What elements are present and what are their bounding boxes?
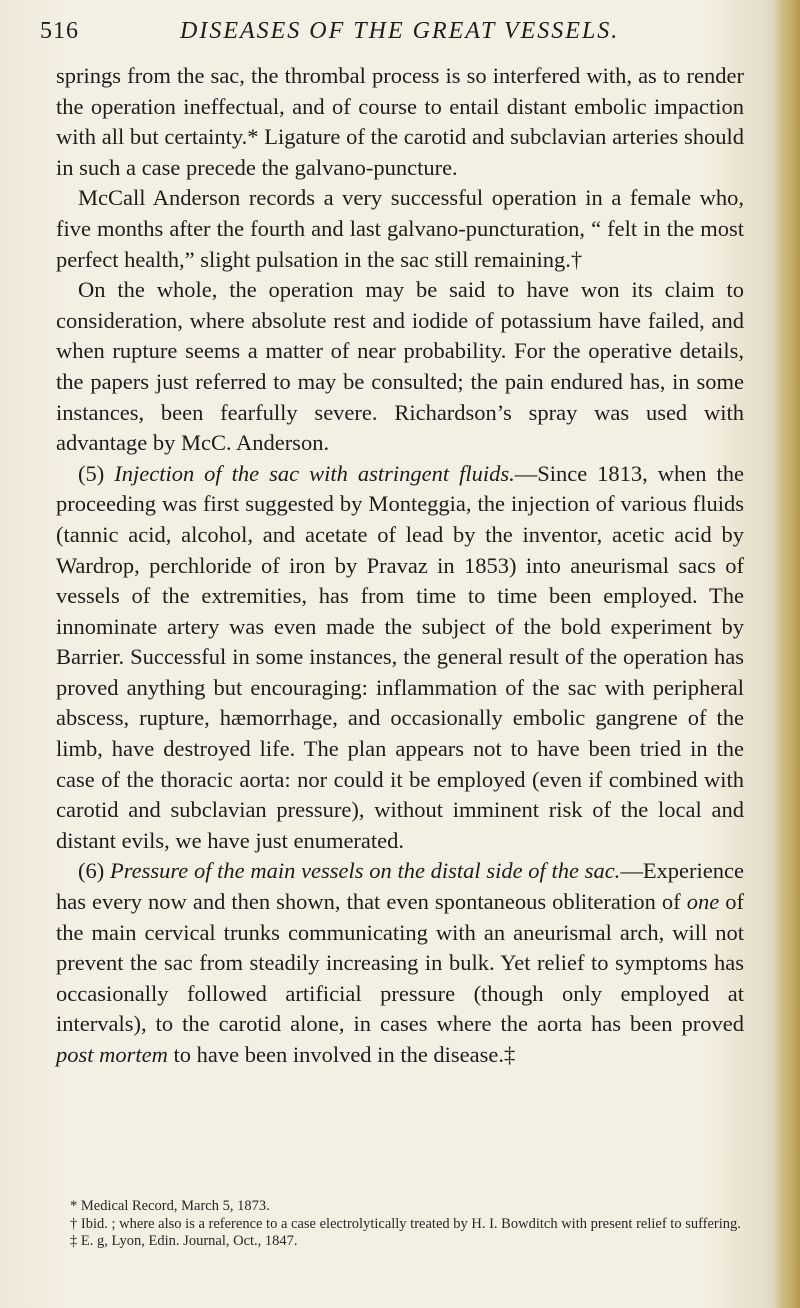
section-5-text: —Since 1813, when the proceeding was first suggested by Monteggia, the injection of various fluids (tannic acid, alcohol, and acetate of lead by the inventor, acetic acid by Wardrop, perchloride of iron by Pravaz in 1853) into aneurismal sacs of vessels of the extremities, has from time to time been employed. The innominate artery was even made the subject of the bold experiment by Barrier. Successful in some instances, the general result of the operation has proved anything but encouraging: inflammation of the sac with peripheral abscess, rupture, hæmorrhage, and occasionally embolic gangrene of the limb, have destroyed life. The plan appears not to have been tried in the case of the thoracic aorta: nor could it be employed (even if combined with carotid and subclavian pressure), without imminent risk of the local and distant evils, we have just enumerated. bbox=[56, 460, 744, 853]
section-5 bbox=[56, 459, 744, 857]
section-5-heading: Injection of the sac with astringent fluids. bbox=[114, 460, 515, 486]
paragraph-2: McCall Anderson records a very successful operation in a female who, five months after the fourth and last galvano-puncturation, “ felt in the most perfect health,” slight pulsation in the sac still remaining.† bbox=[56, 185, 744, 272]
running-title: DISEASES OF THE GREAT VESSELS. bbox=[180, 18, 620, 44]
section-6-number: (6) bbox=[78, 858, 105, 884]
section-5-number: (5) bbox=[78, 460, 105, 486]
running-header bbox=[40, 8, 740, 48]
page-number: 516 bbox=[40, 18, 79, 44]
paragraph-1: springs from the sac, the thrombal process is so interfered with, as to render the operation ineffectual, and of course to entail distant embolic impaction with all but certainty.* Ligature of the carotid and subclavian arteries should in such a case precede the galvano-puncture. bbox=[56, 63, 744, 180]
footnote-3: ‡ E. g, Lyon, Edin. Journal, Oct., 1847. bbox=[70, 1233, 298, 1249]
footnote-2: † Ibid. ; where also is a reference to a case electrolytically treated by H. I. Bowditch with present relief to suffering. bbox=[70, 1215, 741, 1232]
body-text bbox=[56, 61, 744, 1071]
section-6-heading: Pressure of the main vessels on the distal side of the sac. bbox=[109, 858, 621, 884]
section-6-text-b: of the main cervical trunks communicating with an aneurismal arch, will not prevent the sac from steadily increasing in bulk. Yet relief to symptoms has occasionally followed artificial pressure (though only employed at intervals), to the carotid alone, in cases where the aorta has been proved bbox=[56, 889, 744, 1037]
section-6-emphasis-2: post mortem bbox=[56, 1042, 168, 1067]
section-6 bbox=[56, 856, 744, 1070]
footnotes bbox=[56, 1198, 744, 1251]
paragraph-3: On the whole, the operation may be said to have won its claim to consideration, where absolute rest and iodide of potassium have failed, and when rupture seems a matter of near probability. For the operative details, the papers just referred to may be consulted; the pain endured has, in some instances, been fearfully severe. Richardson’s spray was used with advantage by McC. Anderson. bbox=[56, 277, 744, 456]
section-6-text-a: —Experience has every now and then shown, that even spontaneous obliteration of bbox=[56, 858, 744, 915]
page-edge bbox=[774, 0, 800, 1308]
section-6-emphasis: one bbox=[686, 889, 720, 915]
footnote-1: * Medical Record, March 5, 1873. bbox=[70, 1198, 270, 1214]
section-6-text-c: to have been involved in the disease.‡ bbox=[167, 1042, 516, 1067]
